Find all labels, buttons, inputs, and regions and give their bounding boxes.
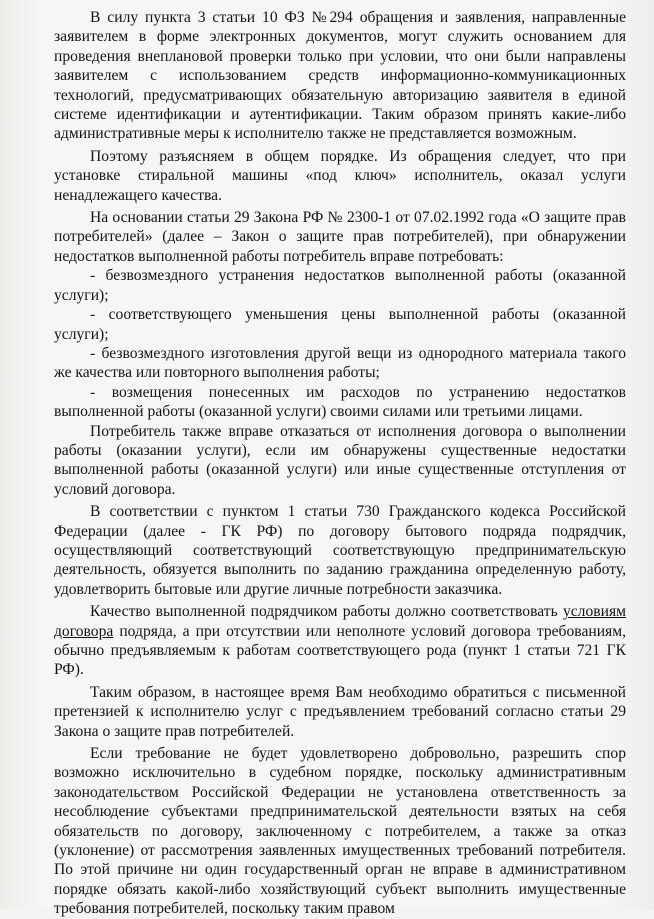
- paragraph-electronic-appeals: В силу пункта 3 статьи 10 ФЗ №294 обращения и заявления, направленные заявителем в форме электронных документов, могут служить основанием для проведения внеплановой проверки только при условии, что они были направлены заявителем с использованием средств информационно-коммуникационных технологий, предусматривающих обязательную авторизацию заявителя в единой системе идентификации и аутентификации. Таким образом принять какие-либо административные меры к исполнителю также не представляется возможным.: [54, 9, 626, 143]
- paragraph-judicial-procedure: Если требование не будет удовлетворено добровольно, разрешить спор возможно исключительно в судебном порядке, поскольку административным законодательством Российской Федерации не установлена ответственность за несоблюдение субъектами предпринимательской деятельности взятых на себя обязательств по договору, заключенному с потребителем, а также за отказ (уклонение) от рассмотрения заявленных имущественных требований потребителя. По этой причине ни один государственный орган не вправе в административном порядке обязать какой-либо хозяйствующий субъект выполнить имущественные требования потребителей, поскольку таким правом: [54, 745, 626, 918]
- list-item: - возмещения понесенных им расходов по устранению недостатков выполненной работы (оказанной услуги) своими силами или третьими лицами.: [54, 383, 626, 421]
- contract-terms-underlined: условиям договора: [54, 603, 626, 640]
- paragraph-general-explanation: Поэтому разъясняем в общем порядке. Из обращения следует, что при установке стиральной машины «под ключ» исполнитель, оказал услуги ненадлежащего качества.: [54, 147, 626, 204]
- paragraph-civil-code-730: В соответствии с пунктом 1 статьи 730 Гражданского кодекса Российской Федерации (далее - ГК РФ) по договору бытового подряда подрядчик, осуществляющий соответствующий соответствующую предпринимательскую деятельность, обязуется выполнить по заданию гражданина определенную работу, удовлетворить бытовые или другие личные потребности заказчика.: [54, 503, 626, 598]
- paragraph-work-quality: [54, 602, 626, 680]
- list-item: - безвозмездного изготовления другой вещи из однородного материала такого же качества или повторного выполнения работы;: [54, 344, 626, 382]
- paragraph-consumer-rights-basis: На основании статьи 29 Закона РФ № 2300-1 от 07.02.1992 года «О защите прав потребителей» (далее – Закон о защите прав потребителей), при обнаружении недостатков выполненной работы потребитель вправе потребовать:: [54, 209, 626, 265]
- paragraph-contract-refusal: Потребитель также вправе отказаться от исполнения договора о выполнении работы (оказании услуги), если им обнаружены существенные недостатки выполненной работы (оказанной услуги) или иные существенные отступления от условий договора.: [54, 422, 626, 498]
- work-quality-text-start: Качество выполненной подрядчиком работы должно соответствовать: [90, 603, 563, 621]
- list-item: - соответствующего уменьшения цены выполненной работы (оказанной услуги);: [54, 306, 626, 343]
- consumer-demands-list: [54, 266, 626, 421]
- work-quality-text-end: подряда, а при отсутствии или неполноте условий договора требованиям, обычно предъявляемым к работам соответствующего рода (пункт 1 статьи 721 ГК РФ).: [54, 622, 626, 679]
- paragraph-claim-advice: Таким образом, в настоящее время Вам необходимо обратиться с письменной претензией к исполнителю услуг с предъявлением требований согласно статьи 29 Закона о защите прав потребителей.: [54, 683, 626, 740]
- list-item: - безвозмездного устранения недостатков выполненной работы (оказанной услуги);: [54, 267, 626, 304]
